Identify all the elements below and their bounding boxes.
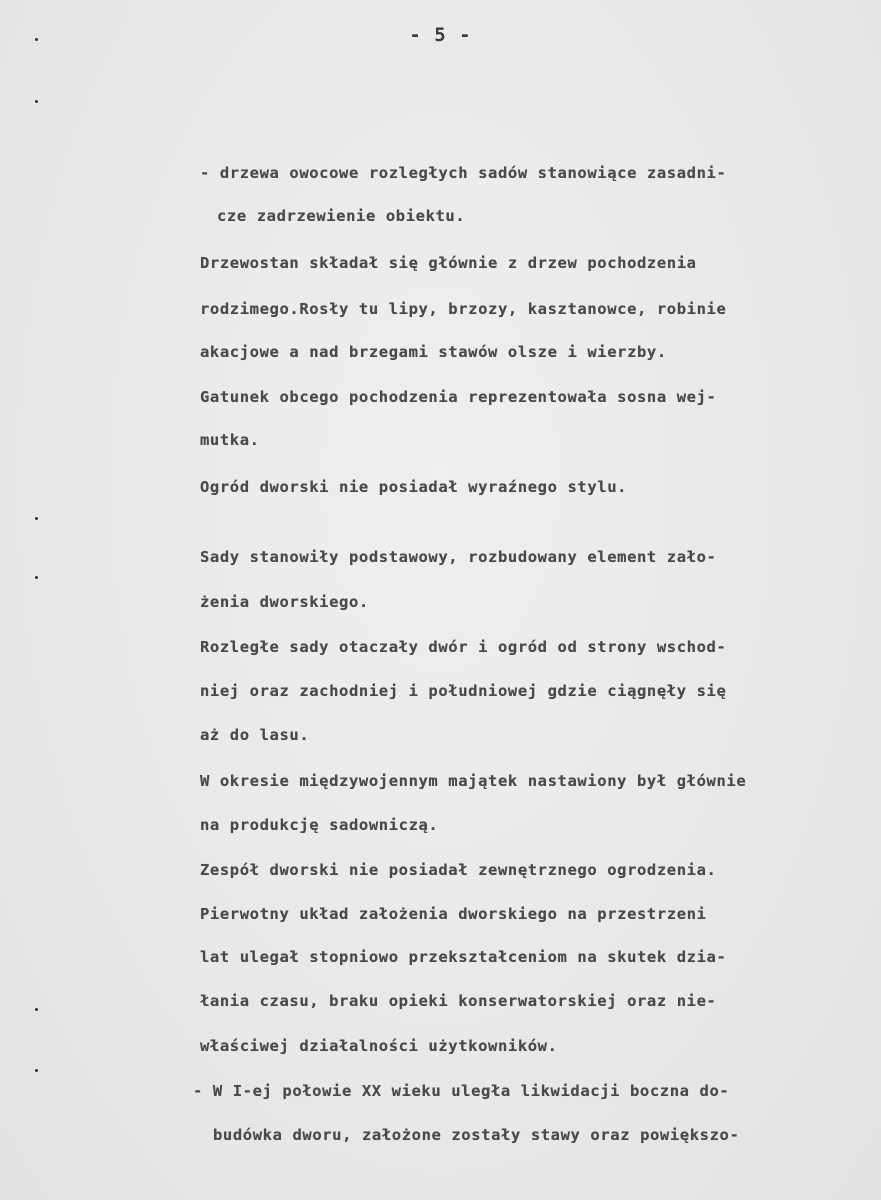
text-line: Ogród dworski nie posiadał wyraźnego stylu.	[200, 478, 628, 496]
text-line: Rozległe sady otaczały dwór i ogród od strony wschod-	[200, 638, 727, 656]
text-line: na produkcję sadowniczą.	[200, 816, 439, 834]
text-line: budówka dworu, założone zostały stawy oraz powiększo-	[213, 1126, 740, 1144]
text-line: niej oraz zachodniej i południowej gdzie ciągnęły się	[200, 682, 727, 700]
text-line: W okresie międzywojennym majątek nastawiony był głównie	[200, 772, 747, 790]
text-line: lat ulegał stopniowo przekształceniom na skutek dzia-	[200, 948, 727, 966]
text-line: - drzewa owocowe rozległych sadów stanowiące zasadni-	[200, 164, 727, 182]
text-line: łania czasu, braku opieki konserwatorskiej oraz nie-	[200, 992, 717, 1010]
scan-mark	[35, 1008, 38, 1011]
scan-mark	[35, 576, 38, 579]
text-line: Zespół dworski nie posiadał zewnętrznego ogrodzenia.	[200, 861, 717, 879]
text-line: aż do lasu.	[200, 726, 310, 744]
text-line: Gatunek obcego pochodzenia reprezentowała sosna wej-	[200, 388, 717, 406]
text-line: mutka.	[200, 431, 260, 449]
scan-mark	[35, 38, 38, 41]
scan-mark	[35, 1069, 38, 1072]
text-line: cze zadrzewienie obiektu.	[217, 207, 466, 225]
text-line: rodzimego.Rosły tu lipy, brzozy, kasztanowce, robinie	[200, 300, 727, 318]
text-line: Pierwotny układ założenia dworskiego na przestrzeni	[200, 905, 707, 923]
scan-mark	[35, 517, 38, 520]
text-line: Sady stanowiły podstawowy, rozbudowany element zało-	[200, 548, 717, 566]
scan-mark	[35, 100, 38, 103]
page-number: - 5 -	[409, 24, 472, 46]
text-line: właściwej działalności użytkowników.	[200, 1037, 558, 1055]
text-line: Drzewostan składał się głównie z drzew pochodzenia	[200, 254, 697, 272]
text-line: - W I-ej połowie XX wieku uległa likwidacji boczna do-	[193, 1082, 730, 1100]
text-line: akacjowe a nad brzegami stawów olsze i wierzby.	[200, 343, 667, 361]
text-line: żenia dworskiego.	[200, 593, 369, 611]
